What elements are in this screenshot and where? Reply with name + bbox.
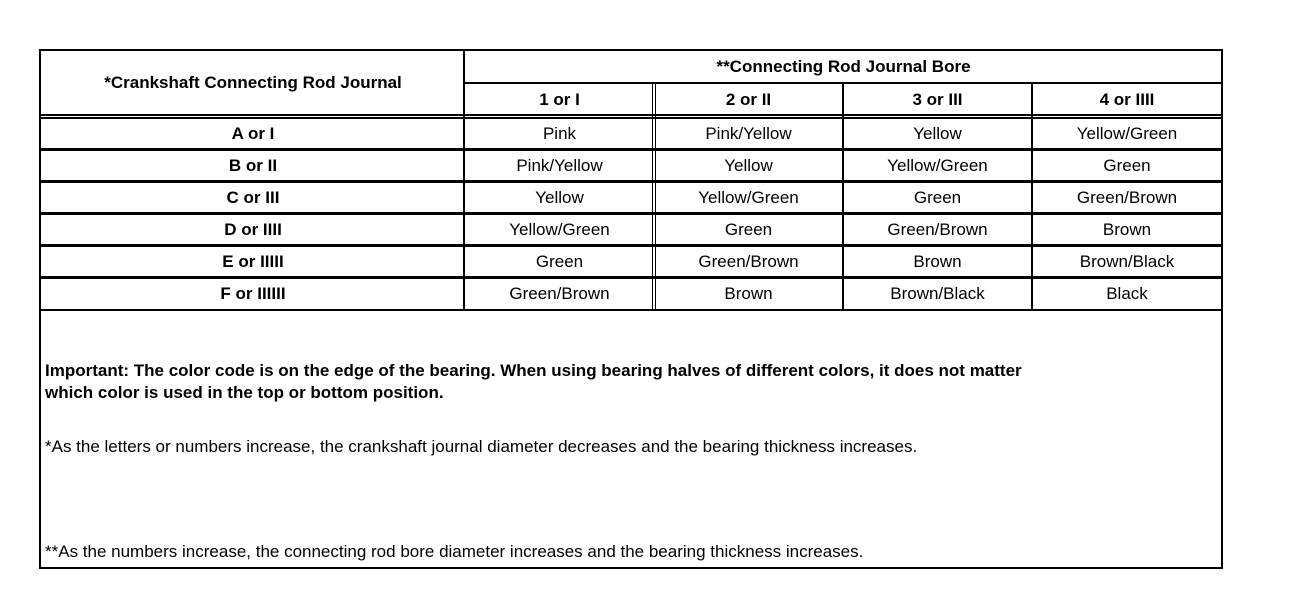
horizontal-rule [41, 246, 1222, 247]
column-header-1: 1 or I [539, 89, 580, 109]
horizontal-rule [41, 278, 1222, 279]
table-cell: Brown/Black [890, 284, 985, 303]
table-cell: Brown [724, 284, 773, 303]
row-header-title: *Crankshaft Connecting Rod Journal [104, 73, 402, 92]
horizontal-rule [41, 117, 1222, 119]
table-cell: Green [724, 220, 773, 239]
vertical-rule [463, 51, 465, 310]
table-cell: Brown/Black [1079, 252, 1175, 271]
table-cell: Green [535, 252, 584, 271]
table-cell: Yellow/Green [1076, 124, 1178, 143]
horizontal-rule [41, 309, 1222, 311]
row-label: C or III [226, 188, 280, 207]
row-label: F or IIIIII [220, 284, 286, 303]
important-note-line-2: which color is used in the top or bottom position. [45, 383, 444, 402]
vertical-rule [1031, 84, 1033, 310]
horizontal-rule [41, 150, 1222, 151]
vertical-rule [655, 84, 656, 310]
horizontal-rule [41, 114, 1222, 116]
rod-bore-note: **As the numbers increase, the connecting rod bore diameter increases and the bearing thickness increases. [45, 542, 864, 561]
row-label: D or IIII [224, 220, 282, 239]
vertical-rule [652, 84, 653, 310]
table-cell: Yellow [913, 124, 962, 143]
table-cell: Black [1106, 284, 1148, 303]
column-header-2: 2 or II [725, 89, 772, 109]
horizontal-rule [41, 214, 1222, 215]
table-cell: Pink/Yellow [705, 124, 792, 143]
row-label: E or IIIII [222, 252, 284, 271]
table-cell: Green [1103, 156, 1151, 175]
vertical-rule [842, 84, 844, 310]
table-cell: Yellow/Green [509, 220, 610, 239]
table-cell: Yellow/Green [698, 188, 799, 207]
table-cell: Brown [1102, 220, 1152, 239]
crankshaft-journal-note: *As the letters or numbers increase, the crankshaft journal diameter decreases and the bearing thickness increases. [45, 437, 918, 456]
horizontal-rule [41, 182, 1222, 183]
table-cell: Pink/Yellow [516, 156, 603, 175]
table-cell: Green/Brown [887, 220, 988, 239]
table-cell: Green/Brown [698, 252, 799, 271]
table-cell: Green/Brown [1076, 188, 1178, 207]
table-cell: Green [913, 188, 962, 207]
table-cell: Brown [913, 252, 962, 271]
table-cell: Yellow [535, 188, 584, 207]
column-header-4: 4 or IIII [1099, 89, 1155, 109]
row-label: B or II [228, 156, 278, 175]
table-cell: Yellow [724, 156, 773, 175]
table-cell: Pink [542, 124, 577, 143]
table-cell: Green/Brown [509, 284, 610, 303]
important-note-line-1: Important: The color code is on the edge of the bearing. When using bearing halves of different colors, it does not matter [45, 361, 1022, 380]
row-label: A or I [231, 124, 275, 143]
table-cell: Yellow/Green [887, 156, 988, 175]
column-header-3: 3 or III [912, 89, 963, 109]
column-group-title: **Connecting Rod Journal Bore [716, 57, 971, 76]
